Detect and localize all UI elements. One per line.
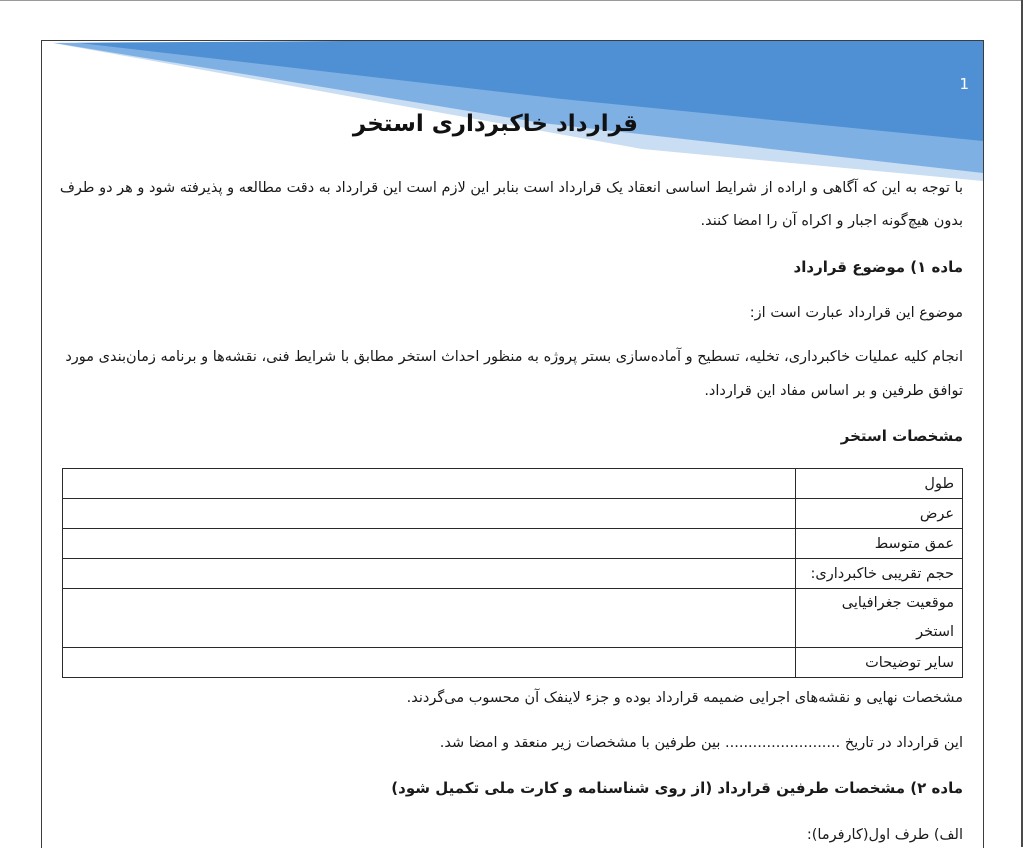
- table-row: [63, 499, 963, 529]
- spec-label-length: طول: [796, 469, 963, 499]
- spec-value-depth[interactable]: [63, 529, 796, 559]
- spec-label-location-line-2: استخر: [916, 624, 954, 640]
- table-row: [63, 648, 963, 678]
- subject-intro: موضوع این قرارداد عبارت است از:: [749, 305, 963, 321]
- spec-value-volume[interactable]: [63, 559, 796, 589]
- table-row: [63, 559, 963, 589]
- contract-date-line: این قرارداد در تاریخ ......................... بین طرفین با مشخصات زیر منعقد و امضا شد.: [439, 735, 963, 751]
- document-page: [41, 40, 984, 848]
- subject-line-2: توافق طرفین و بر اساس مفاد این قرارداد.: [704, 383, 963, 399]
- table-row: [63, 589, 963, 648]
- intro-line-2: بدون هیچ‌گونه اجبار و اکراه آن را امضا کنند.: [700, 213, 963, 229]
- subject-line-1: انجام کلیه عملیات خاکبرداری، تخلیه، تسطیح و آماده‌سازی بستر پروژه به منظور احداث استخر مطابق با شرایط فنی، نقشه‌ها و برنامه زمان‌بندی مورد: [65, 349, 963, 365]
- pool-specs-table: [62, 468, 963, 678]
- article-2-heading: ماده ۲) مشخصات طرفین قرارداد (از روی شناسنامه و کارت ملی تکمیل شود): [391, 779, 963, 797]
- spec-value-width[interactable]: [63, 499, 796, 529]
- spec-label-volume: حجم تقریبی خاکبرداری:: [796, 559, 963, 589]
- table-row: [63, 529, 963, 559]
- table-row: [63, 469, 963, 499]
- final-specs-note: مشخصات نهایی و نقشه‌های اجرایی ضمیمه قرارداد بوده و جزء لاینفک آن محسوب می‌گردند.: [406, 690, 963, 706]
- spec-label-depth: عمق متوسط: [796, 529, 963, 559]
- party-a-label: الف) طرف اول(کارفرما):: [806, 827, 963, 843]
- spec-value-notes[interactable]: [63, 648, 796, 678]
- article-1-heading: ماده ۱) موضوع قرارداد: [793, 258, 963, 276]
- spec-value-location[interactable]: [63, 589, 796, 648]
- page-number: 1: [959, 75, 969, 93]
- spec-label-location-line-1: موقعیت جغرافیایی: [841, 595, 954, 611]
- document-title: قرارداد خاکبرداری استخر: [352, 111, 638, 137]
- spec-label-location: [796, 589, 963, 648]
- pool-specs-heading: مشخصات استخر: [840, 427, 963, 445]
- intro-line-1: با توجه به این که آگاهی و اراده از شرایط اساسی انعقاد یک قرارداد است بنابر این لازم است این قرارداد به دقت مطالعه و پذیرفته شود و هر دو طرف: [59, 180, 963, 196]
- spec-label-width: عرض: [796, 499, 963, 529]
- spec-label-notes: سایر توضیحات: [796, 648, 963, 678]
- spec-value-length[interactable]: [63, 469, 796, 499]
- window-top-border: [0, 0, 1023, 1]
